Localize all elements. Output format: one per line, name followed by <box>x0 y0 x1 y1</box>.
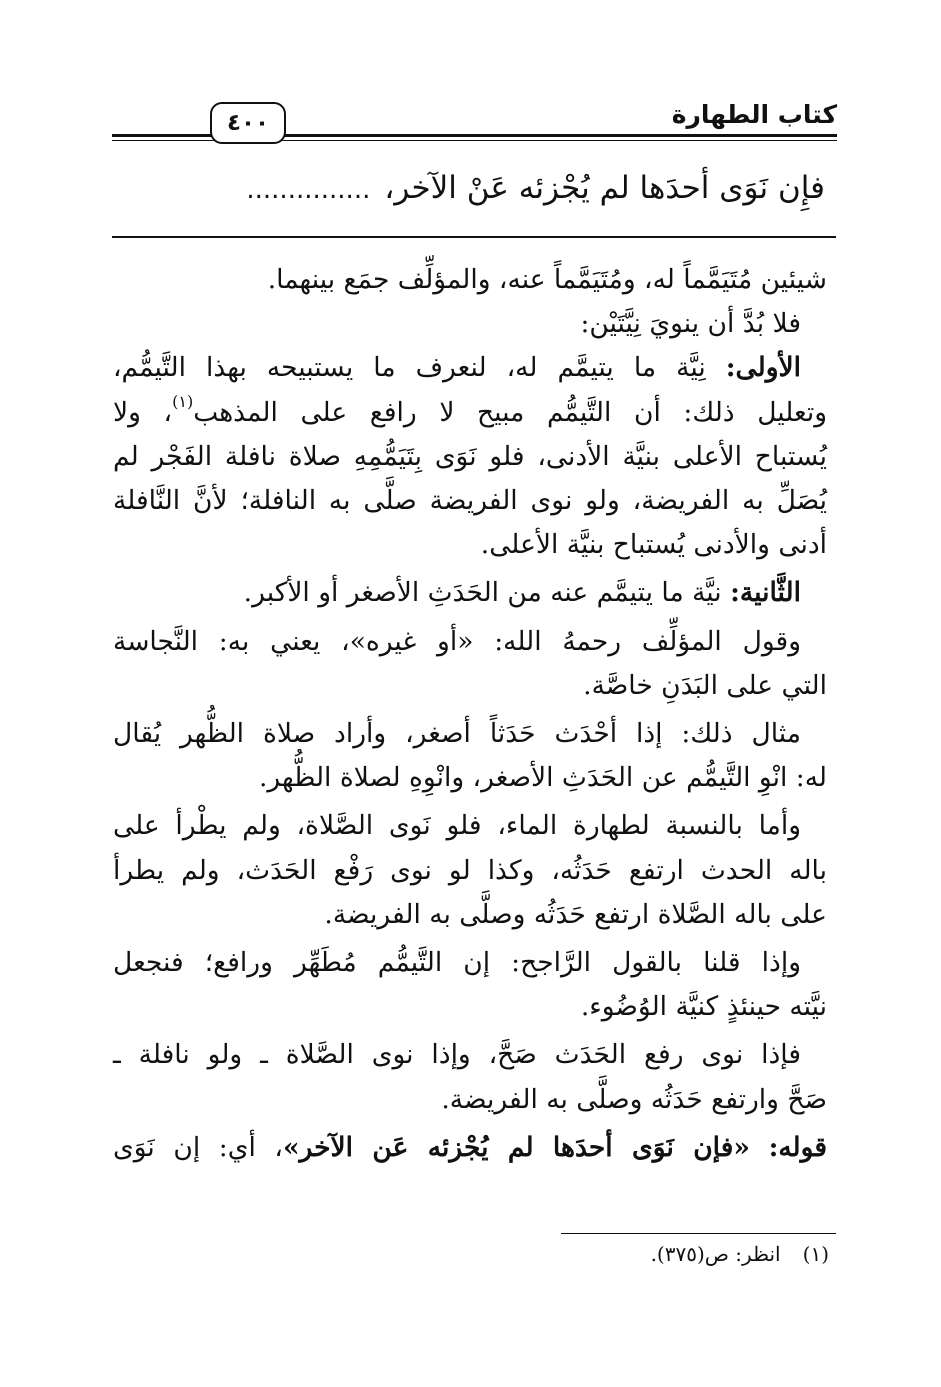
text-segment: ، أي: إن نَوَى <box>113 1131 283 1163</box>
paragraph-6 <box>113 712 827 800</box>
paragraph-1 <box>113 258 827 302</box>
text-line: وإذا قلنا بالقول الرَّاجح: إن التَّيمُّم مُطَهِّر ورافع؛ فنجعل <box>113 947 801 979</box>
paragraph-5 <box>113 620 827 708</box>
chapter-title: كتاب الطهارة <box>666 100 837 130</box>
footnote-reference[interactable]: (١) <box>172 391 194 411</box>
text-line <box>113 391 827 435</box>
matn-separator-rule <box>112 236 836 238</box>
text-line: فلا بُدَّ أن ينويَ نِيَّتَيْن: <box>580 308 801 340</box>
text-line: يُستباح الأعلى بنيَّة الأدنى، فلو نَوَى بِتَيَمُّمِهِ صلاة نافلة الفَجْر لم <box>113 440 827 472</box>
qawluhu-label: قوله: <box>768 1131 827 1163</box>
matn-citation: «فإن نَوَى أحدَها لم يُجْزئه عَن الآخر» <box>282 1131 750 1163</box>
text-line: وأما بالنسبة لطهارة الماء، فلو نَوى الصَّلاة، ولم يطْرأ على <box>113 810 801 842</box>
text-line: صَحَّ وارتفع حَدَثُه وصلَّى به الفريضة. <box>441 1083 827 1115</box>
text-segment: ، ولا <box>113 396 173 428</box>
text-segment: وتعليل ذلك: أن التَّيمُّم مبيح لا رافع على المذهب <box>193 396 827 428</box>
footnote <box>329 1239 829 1269</box>
text-line: نيَّته حينئذٍ كنيَّة الوُضُوء. <box>580 991 827 1023</box>
page-number: ٤٠٠ <box>210 102 286 144</box>
heading-first: الأولى: <box>725 352 801 384</box>
text-line: على باله الصَّلاة ارتفع حَدَثُه وصلَّى به الفريضة. <box>324 898 827 930</box>
text-line: باله الحدث ارتفع حَدَثُه، وكذا لو نوى رَفْع الحَدَث، ولم يطرأ <box>113 854 827 886</box>
text-segment: نِيَّة ما يتيمَّم له، لنعرف ما يستبيحه بهذا التَّيمُّم، <box>113 352 706 384</box>
paragraph-2 <box>113 302 827 346</box>
commentary-body <box>113 258 827 1170</box>
footnote-text: انظر: ص(٣٧٥). <box>650 1242 781 1266</box>
text-line <box>113 1126 827 1170</box>
text-line: التي على البَدَنِ خاصَّة. <box>583 669 827 701</box>
text-line: أدنى والأدنى يُستباح بنيَّة الأعلى. <box>480 529 827 561</box>
footnote-rule <box>561 1233 836 1234</box>
paragraph-10 <box>113 1126 827 1170</box>
footnote-number: (١) <box>802 1242 829 1266</box>
matn-text <box>113 163 825 215</box>
text-line: يُصَلِّ به الفريضة، ولو نوى الفريضة صلَّى به النافلة؛ لأنَّ النَّافلة <box>113 485 827 517</box>
text-line: وقول المؤلِّف رحمهُ الله: «أو غيره»، يعني به: النَّجاسة <box>113 625 801 657</box>
text-line: له: انْوِ التَّيمُّم عن الحَدَثِ الأصغر، وانْوِهِ لصلاة الظُّهر. <box>258 762 827 794</box>
heading-second: الثَّانية: <box>730 577 801 609</box>
text-line <box>113 346 827 390</box>
paragraph-4 <box>113 571 827 615</box>
matn-quote: فإِن نَوَى أحدَها لم يُجْزئه عَنْ الآخر، <box>384 170 825 206</box>
text-segment: نيَّة ما يتيمَّم عنه من الحَدَثِ الأصغر أو الأكبر. <box>243 577 722 609</box>
running-header <box>112 96 837 148</box>
text-line <box>113 571 827 615</box>
text-line: مثال ذلك: إذا أحْدَث حَدَثاً أصغر، وأراد صلاة الظُّهر يُقال <box>113 718 801 750</box>
matn-dots: ............... <box>246 175 371 205</box>
text-line: فإذا نوى رفع الحَدَث صَحَّ، وإذا نوى الصَّلاة ـ ولو نافلة ـ <box>113 1039 801 1071</box>
text-line: شيئين مُتَيَمَّماً له، ومُتَيَمَّماً عنه، والمؤلِّف جمَع بينهما. <box>267 264 827 295</box>
paragraph-3 <box>113 346 827 567</box>
paragraph-7 <box>113 804 827 937</box>
paragraph-8 <box>113 941 827 1029</box>
paragraph-9 <box>113 1033 827 1121</box>
